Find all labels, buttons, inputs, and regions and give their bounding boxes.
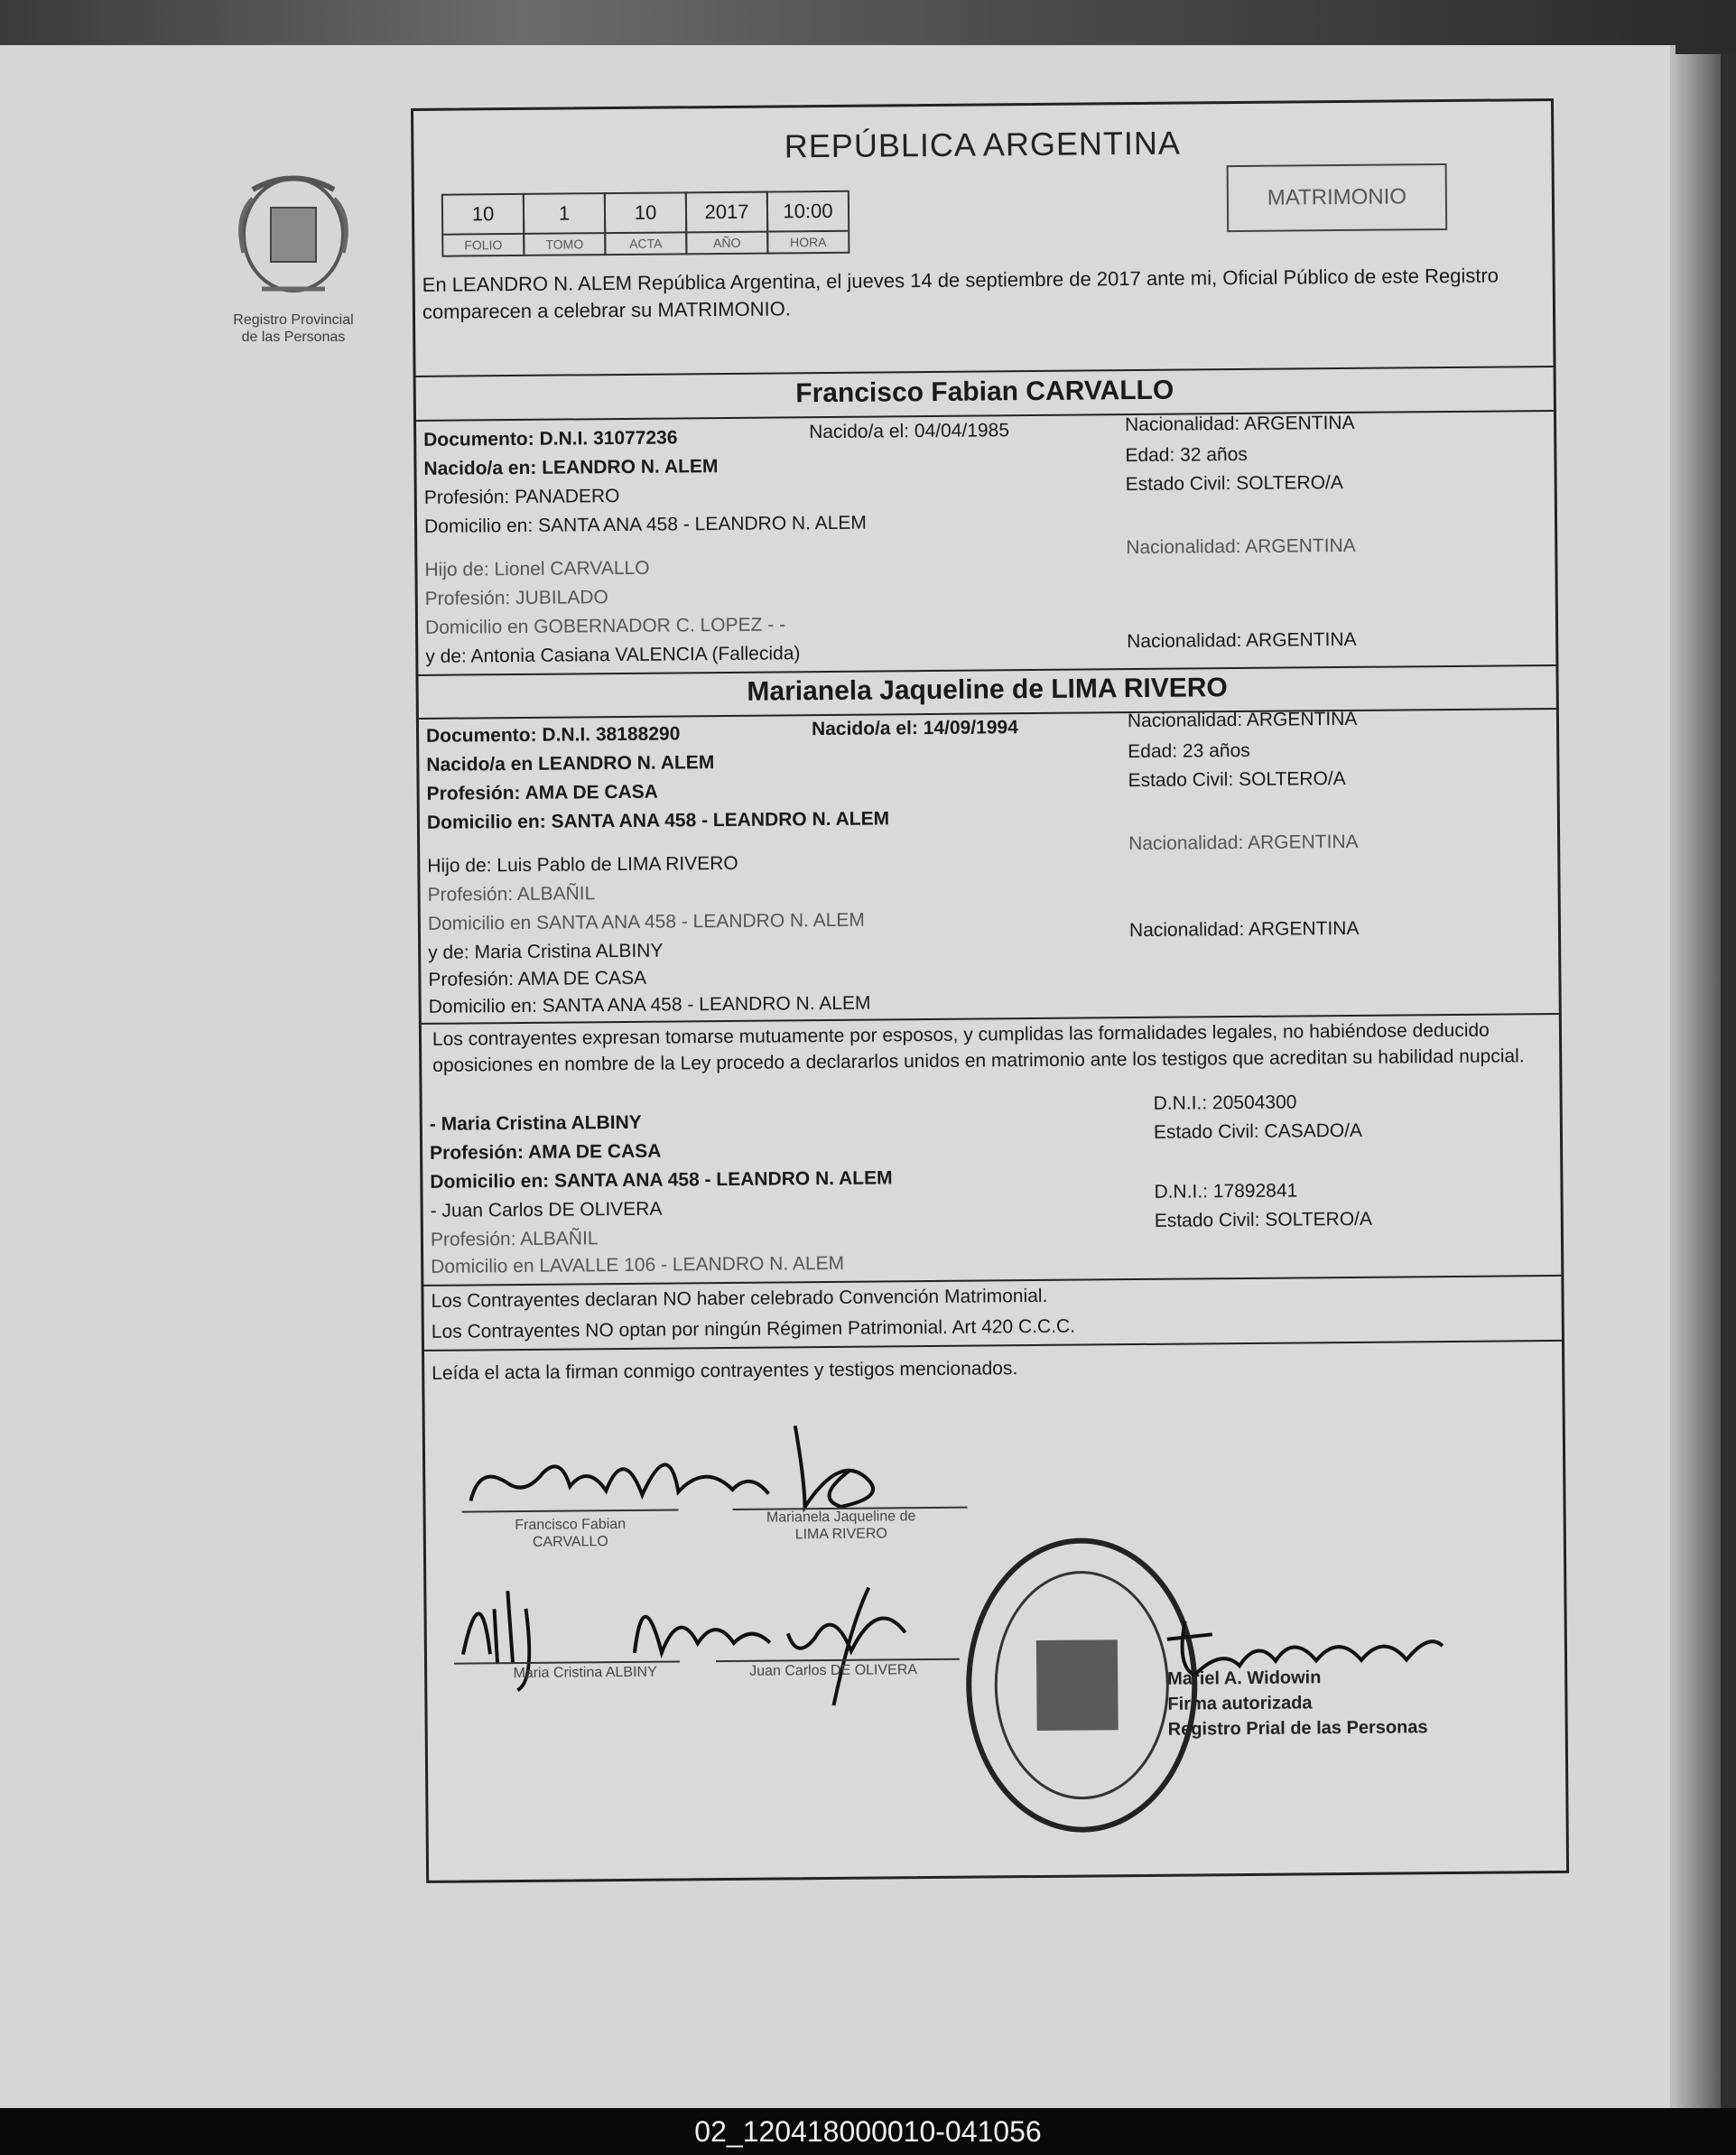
spouse1-madre-nacionalidad: Nacionalidad: ARGENTINA [1127, 628, 1357, 653]
convention-line1: Los Contrayentes declaran NO haber celebrado Convención Matrimonial. [431, 1285, 1048, 1312]
counter-value: 1 [525, 194, 604, 235]
witness1-name: - Maria Cristina ALBINY [429, 1111, 642, 1135]
counter-label: HORA [790, 234, 827, 250]
signature-label-witness2: Juan Carlos DE OLIVERA [749, 1662, 918, 1679]
spouse2-madre-profesion: Profesión: AMA DE CASA [428, 967, 647, 990]
witness1-domicilio: Domicilio en: SANTA ANA 458 - LEANDRO N. ALEM [430, 1167, 893, 1193]
witness2-name: - Juan Carlos DE OLIVERA [430, 1198, 663, 1221]
marriage-certificate-form [411, 98, 1569, 1883]
spouse1-padre-nacionalidad: Nacionalidad: ARGENTINA [1126, 534, 1356, 559]
act-type-box: MATRIMONIO [1227, 163, 1448, 232]
signature-label-spouse2 [733, 1508, 950, 1544]
form-title: REPÚBLICA ARGENTINA [784, 124, 1182, 165]
counter-ano [685, 191, 769, 255]
counter-value: 2017 [687, 193, 766, 234]
provincial-coat-of-arms-icon [217, 163, 370, 302]
spouse1-nacido-el: Nacido/a el: 04/04/1985 [809, 420, 1010, 443]
spouse1-profesion: Profesión: PANADERO [423, 485, 620, 508]
registry-caption-line2: de las Personas [241, 330, 346, 345]
spouse1-edad: Edad: 32 años [1125, 443, 1248, 467]
witness2-domicilio: Domicilio en LAVALLE 106 - LEANDRO N. ALEM [431, 1252, 845, 1277]
signature-label-spouse1 [480, 1516, 661, 1552]
spouse2-madre-nacionalidad: Nacionalidad: ARGENTINA [1128, 917, 1360, 942]
spouse2-profesion: Profesión: AMA DE CASA [426, 781, 659, 804]
spouse1-nacido-en: Nacido/a en: LEANDRO N. ALEM [423, 456, 719, 479]
counter-value: 10 [443, 195, 523, 236]
counter-label: ACTA [629, 236, 663, 251]
counter-value: 10:00 [768, 192, 848, 233]
official-name: Mariel A. Widowin [1167, 1667, 1322, 1689]
spouse2-nacido-en: Nacido/a en LEANDRO N. ALEM [426, 752, 715, 776]
spouse1-estado-civil: Estado Civil: SOLTERO/A [1125, 472, 1343, 496]
spouse2-documento: Documento: D.N.I. 38188290 [425, 723, 681, 747]
spouse1-nacionalidad: Nacionalidad: ARGENTINA [1124, 412, 1355, 436]
spouse2-padre-nacionalidad: Nacionalidad: ARGENTINA [1128, 831, 1359, 855]
registry-caption-line1: Registro Provincial [233, 312, 354, 328]
witness1-profesion: Profesión: AMA DE CASA [430, 1140, 662, 1164]
spouse1-padre: Hijo de: Lionel CARVALLO [424, 557, 650, 581]
official-block [1167, 1664, 1428, 1742]
document-id-footer: 02_120418000010-041056 [0, 2108, 1736, 2155]
spouse2-madre: y de: Maria Cristina ALBINY [428, 940, 664, 963]
counter-hora [766, 190, 850, 255]
spouse1-madre: y de: Antonia Casiana VALENCIA (Fallecida) [425, 643, 801, 667]
spouse2-estado-civil: Estado Civil: SOLTERO/A [1128, 767, 1346, 792]
spouse2-madre-domicilio: Domicilio en: SANTA ANA 458 - LEANDRO N. ALEM [428, 992, 871, 1017]
counter-folio [441, 193, 525, 257]
official-title: Firma autorizada [1167, 1693, 1313, 1714]
witness1-estado-civil: Estado Civil: CASADO/A [1153, 1119, 1363, 1143]
witness2-dni: D.N.I.: 17892841 [1154, 1180, 1298, 1203]
counter-label: FOLIO [464, 237, 503, 253]
spouse2-padre-profesion: Profesión: ALBAÑIL [427, 883, 596, 906]
spouse1-documento: Documento: D.N.I. 31077236 [423, 427, 678, 451]
signature-witnesses [453, 1551, 961, 1718]
spouse2-nacido-el: Nacido/a el: 14/09/1994 [811, 717, 1018, 740]
counter-label: TOMO [545, 237, 584, 252]
paper-stack-edge [1676, 54, 1721, 2108]
intro-text: En LEANDRO N. ALEM República Argentina, el jueves 14 de septiembre de 2017 ante mi, Oficial Público de este Registro comparecen a celebrar su MATRIMONIO. [422, 264, 1499, 323]
signature-label-witness1: Maria Cristina ALBINY [513, 1664, 657, 1682]
spouse1-padre-profesion: Profesión: JUBILADO [424, 587, 608, 609]
convention-line2: Los Contrayentes NO optan por ningún Régimen Patrimonial. Art 420 C.C.C. [431, 1315, 1076, 1342]
spouse2-nacionalidad: Nacionalidad: ARGENTINA [1127, 708, 1358, 732]
spouse2-padre-domicilio: Domicilio en SANTA ANA 458 - LEANDRO N. ALEM [427, 909, 865, 934]
witness1-dni: D.N.I.: 20504300 [1153, 1091, 1297, 1114]
closing-text: Leída el acta la firman conmigo contrayentes y testigos mencionados. [432, 1358, 1018, 1384]
spouse2-domicilio: Domicilio en: SANTA ANA 458 - LEANDRO N. ALEM [426, 808, 890, 833]
spouse1-name: Francisco Fabian CARVALLO [795, 375, 1174, 409]
registry-caption [203, 311, 384, 346]
signature-label-spouse2-line2: LIMA RIVERO [794, 1526, 887, 1543]
counter-value: 10 [606, 193, 685, 234]
witness2-estado-civil: Estado Civil: SOLTERO/A [1154, 1208, 1373, 1231]
signature-label-spouse1-line2: CARVALLO [532, 1534, 608, 1550]
spouse2-padre: Hijo de: Luis Pablo de LIMA RIVERO [427, 852, 738, 877]
official-office: Registro Prial de las Personas [1167, 1717, 1428, 1740]
spouse2-edad: Edad: 23 años [1128, 739, 1250, 763]
signature-label-spouse2-line1: Marianela Jaqueline de [766, 1509, 916, 1526]
witness2-profesion: Profesión: ALBAÑIL [430, 1228, 599, 1250]
declaration-text: Los contrayentes expresan tomarse mutuamente por esposos, y cumplidas las formalidades legales, no habiéndose deducido oposiciones en nombre de la Ley procedo a declararlos unidos en matrimonio ante los testigos que acreditan su habilidad nupcial. [432, 1019, 1525, 1076]
spouse1-domicilio: Domicilio en: SANTA ANA 458 - LEANDRO N. ALEM [423, 512, 867, 537]
counter-label: AÑO [713, 235, 741, 251]
signature-label-spouse1-line1: Francisco Fabian [515, 1516, 627, 1534]
spouse2-name: Marianela Jaqueline de LIMA RIVERO [747, 673, 1228, 707]
counter-tomo [523, 192, 607, 256]
counter-acta [604, 191, 688, 255]
spouse1-padre-domicilio: Domicilio en GOBERNADOR C. LOPEZ - - [424, 614, 786, 638]
record-counters [441, 190, 849, 257]
